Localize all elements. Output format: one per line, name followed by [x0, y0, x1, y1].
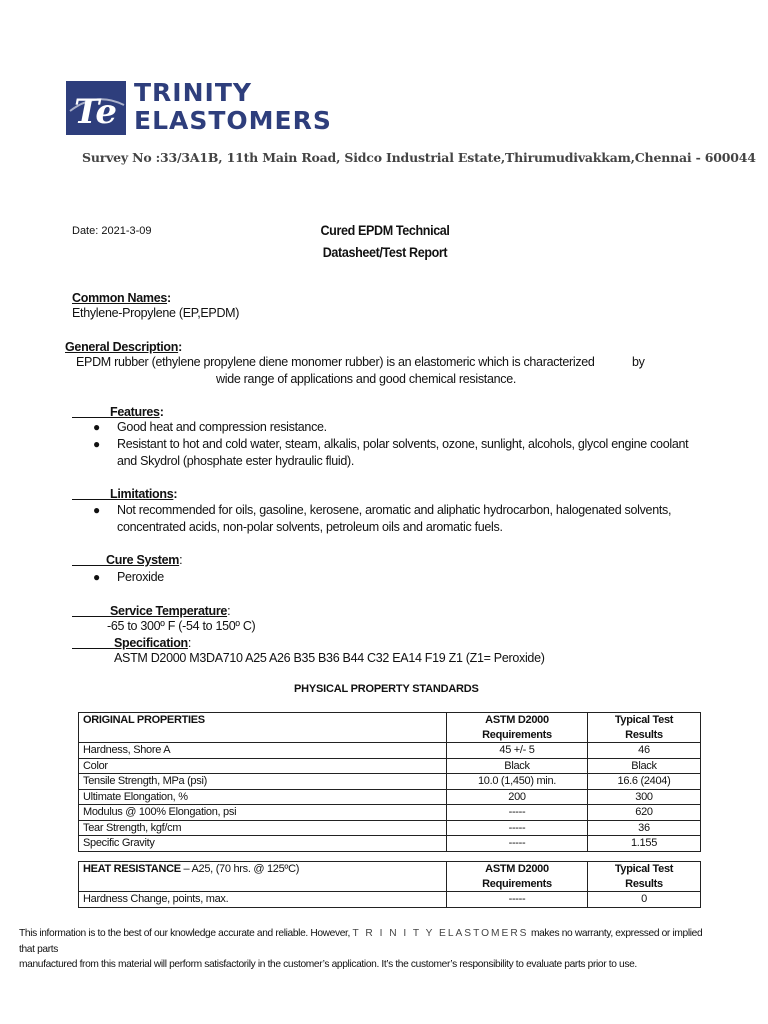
table-cell: Hardness, Shore A — [79, 743, 447, 759]
service-temperature-heading: Service Temperature — [110, 604, 228, 618]
heat-resistance-conditions: – A25, (70 hrs. @ 125ºC) — [180, 863, 300, 875]
table-cell: Specific Gravity — [79, 836, 447, 852]
limitations-heading: Limitations — [110, 487, 174, 501]
footer-text-part1: This information is to the best of our knowledge accurate and reliable. However, — [19, 928, 351, 939]
common-names-colon: : — [167, 291, 171, 305]
table-row — [79, 774, 701, 790]
logo-text: Te — [74, 92, 118, 132]
table-header-line: Requirements — [482, 877, 552, 890]
company-logo — [66, 81, 126, 135]
features-heading-row — [110, 403, 164, 421]
table-row — [79, 836, 701, 852]
table-header-cell — [79, 862, 447, 892]
logo-icon — [66, 81, 126, 135]
bullet-icon: ● — [93, 420, 100, 434]
table-cell: 36 — [588, 820, 701, 836]
general-description-heading-row — [65, 338, 182, 356]
footer-text-part2: makes no warranty, expressed or implied that parts — [19, 928, 703, 955]
table-cell: Tensile Strength, MPa (psi) — [79, 774, 447, 790]
company-address: Survey No :33/3A1B, 11th Main Road, Sidco Industrial Estate,Thirumudivakkam,Chennai - 600044 — [82, 150, 756, 165]
table-cell: 200 — [447, 789, 588, 805]
features-colon: : — [159, 405, 164, 419]
features-item-continuation: and Skydrol (phosphate ester hydraulic fluid). — [117, 454, 355, 468]
table-header-line: Results — [625, 877, 663, 890]
document-date: Date: 2021-3-09 — [72, 225, 152, 237]
limitations-colon: : — [173, 487, 178, 501]
table-cell: ----- — [447, 892, 588, 908]
general-description-heading: General Description — [65, 340, 179, 354]
table-cell: Color — [79, 758, 447, 774]
limitations-item — [93, 503, 672, 517]
bullet-icon: ● — [93, 437, 100, 451]
table-header-row — [79, 713, 701, 743]
table-header-cell: ORIGINAL PROPERTIES — [79, 713, 447, 743]
table-header-cell — [447, 713, 588, 743]
limitations-item-continuation: concentrated acids, non-polar solvents, petroleum oils and aromatic fuels. — [117, 520, 503, 534]
service-temperature-heading-row — [110, 602, 230, 620]
footer-disclaimer — [19, 926, 719, 973]
service-temperature-colon: : — [227, 604, 231, 618]
document-title-line2: Datasheet/Test Report — [322, 245, 448, 260]
table-header-row — [79, 862, 701, 892]
footer-brand: T R I N I T Y ELASTOMERS — [352, 928, 529, 939]
general-description-colon: : — [178, 340, 182, 354]
company-name-line2: ELASTOMERS — [134, 106, 332, 135]
service-temperature-heading-underline — [72, 616, 110, 617]
table-header-line: Results — [625, 728, 663, 741]
heat-resistance-table — [78, 861, 701, 908]
table-row — [79, 820, 701, 836]
heat-resistance-heading: HEAT RESISTANCE — [83, 863, 181, 875]
limitations-heading-underline — [72, 499, 110, 500]
table-cell: 10.0 (1,450) min. — [447, 774, 588, 790]
document-title-line1: Cured EPDM Technical — [320, 223, 450, 238]
table-cell: 1.155 — [588, 836, 701, 852]
table-cell: 620 — [588, 805, 701, 821]
cure-system-colon: : — [179, 553, 183, 567]
bullet-icon: ● — [93, 503, 100, 517]
table-header-line: Typical Test — [614, 714, 674, 726]
features-item — [93, 420, 327, 434]
table-cell: 45 +/- 5 — [447, 743, 588, 759]
service-temperature-text: -65 to 300º F (-54 to 150º C) — [107, 619, 256, 633]
table-header-line: Typical Test — [614, 863, 674, 875]
table-cell: ----- — [447, 836, 588, 852]
table-cell: Hardness Change, points, max. — [79, 892, 447, 908]
specification-colon: : — [187, 636, 192, 650]
specification-heading-underline — [72, 648, 114, 649]
specification-heading: Specification — [114, 636, 188, 650]
table-cell: Tear Strength, kgf/cm — [79, 820, 447, 836]
table-cell: 300 — [588, 789, 701, 805]
table-header-cell — [447, 862, 588, 892]
table-cell: ----- — [447, 805, 588, 821]
features-heading-underline — [72, 417, 110, 418]
table-row — [79, 743, 701, 759]
company-name-line1: TRINITY — [134, 78, 252, 107]
limitations-heading-row — [110, 485, 177, 503]
cure-system-heading-underline — [72, 565, 106, 566]
general-description-line1-end: by — [632, 355, 645, 369]
cure-system-item — [93, 570, 164, 584]
specification-heading-row — [114, 634, 191, 652]
table-cell: 16.6 (2404) — [588, 774, 701, 790]
cure-system-item-text: Peroxide — [117, 570, 164, 584]
table-header-cell — [588, 713, 701, 743]
features-item-text: Good heat and compression resistance. — [117, 420, 327, 434]
original-properties-table — [78, 712, 701, 852]
limitations-item-text: Not recommended for oils, gasoline, kerosene, aromatic and aliphatic hydrocarbon, halogenated solvents, — [117, 503, 672, 517]
table-header-line: ASTM D2000 — [485, 863, 549, 875]
table-row — [79, 805, 701, 821]
table-cell: 0 — [588, 892, 701, 908]
common-names-text: Ethylene-Propylene (EP,EPDM) — [72, 306, 240, 320]
general-description-line2: wide range of applications and good chemical resistance. — [216, 372, 517, 386]
table-header-cell — [588, 862, 701, 892]
table-cell: 46 — [588, 743, 701, 759]
features-item-text: Resistant to hot and cold water, steam, alkalis, polar solvents, ozone, sunlight, alcohols, glycol engine coolant — [117, 437, 689, 451]
cure-system-heading: Cure System — [106, 553, 180, 567]
table-row — [79, 789, 701, 805]
footer-line1 — [19, 926, 719, 957]
footer-line2: manufactured from this material will perform satisfactorily in the customer’s application. It’s the customer’s responsibility to evaluate parts prior to use. — [19, 959, 637, 970]
table-cell: Black — [447, 758, 588, 774]
cure-system-heading-row — [106, 551, 182, 569]
table-cell: Modulus @ 100% Elongation, psi — [79, 805, 447, 821]
features-heading: Features — [110, 405, 160, 419]
table-row — [79, 892, 701, 908]
table-cell: Ultimate Elongation, % — [79, 789, 447, 805]
common-names-heading-row — [72, 289, 171, 307]
table-cell: Black — [588, 758, 701, 774]
table-header-line: Requirements — [482, 728, 552, 741]
table-cell: ----- — [447, 820, 588, 836]
physical-property-standards-title: PHYSICAL PROPERTY STANDARDS — [294, 683, 479, 695]
general-description-line1: EPDM rubber (ethylene propylene diene monomer rubber) is an elastomeric which is characterized — [76, 355, 595, 369]
common-names-heading: Common Names — [72, 291, 168, 305]
bullet-icon: ● — [93, 570, 100, 584]
table-row — [79, 758, 701, 774]
specification-text: ASTM D2000 M3DA710 A25 A26 B35 B36 B44 C32 EA14 F19 Z1 (Z1= Peroxide) — [114, 651, 545, 665]
table-header-line: ASTM D2000 — [485, 714, 549, 726]
features-item — [93, 437, 689, 451]
